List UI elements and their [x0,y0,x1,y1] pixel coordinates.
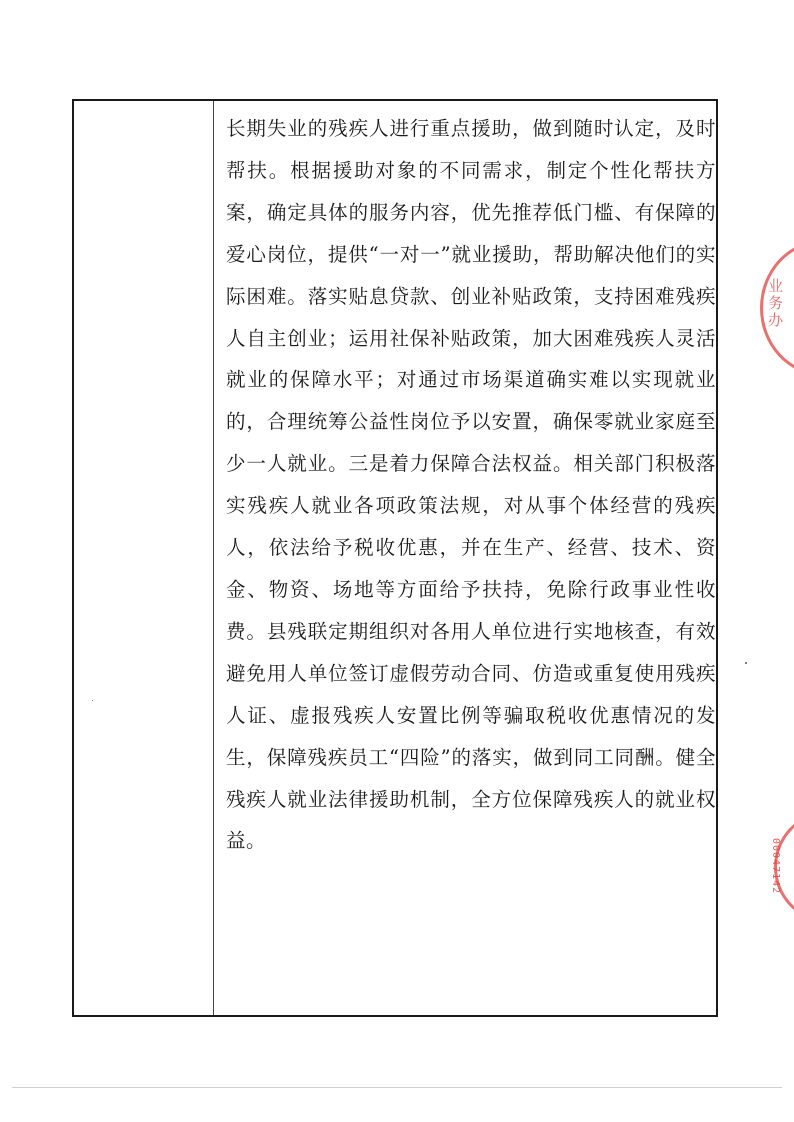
seal-stamp-top [748,238,794,373]
scan-speck [745,662,747,664]
scan-edge-line [12,1087,782,1088]
seal-text: 业务办 [768,277,784,329]
body-text: 长期失业的残疾人进行重点援助，做到随时认定，及时帮扶。根据援助对象的不同需求，制定个性化帮扶方案，确定具体的服务内容，优先推荐低门槛、有保障的爱心岗位，提供“一对一”就业援助，帮助解决他们的实际困难。落实贴息贷款、创业补贴政策，支持困难残疾人自主创业；运用社保补贴政策，加大困难残疾人灵活就业的保障水平；对通过市场渠道确实难以实现就业的，合理统筹公益性岗位予以安置，确保零就业家庭至少一人就业。三是着力保障合法权益。相关部门积极落实残疾人就业各项政策法规，对从事个体经营的残疾人，依法给予税收优惠，并在生产、经营、技术、资金、物资、场地等方面给予扶持，免除行政事业性收费。县残联定期组织对各用人单位进行实地核查，有效避免用人单位签订虚假劳动合同、仿造或重复使用残疾人证、虚报残疾人安置比例等骗取税收优惠情况的发生，保障残疾员工“四险”的落实，做到同工同酬。健全残疾人就业法律援助机制，全方位保障残疾人的就业权益。 [226,117,716,853]
scan-speck [92,700,93,701]
table-left-cell [74,101,214,1015]
seal-serial-number: 00047142 [770,838,781,895]
table-content-cell [214,101,716,1015]
document-table [72,99,718,1017]
